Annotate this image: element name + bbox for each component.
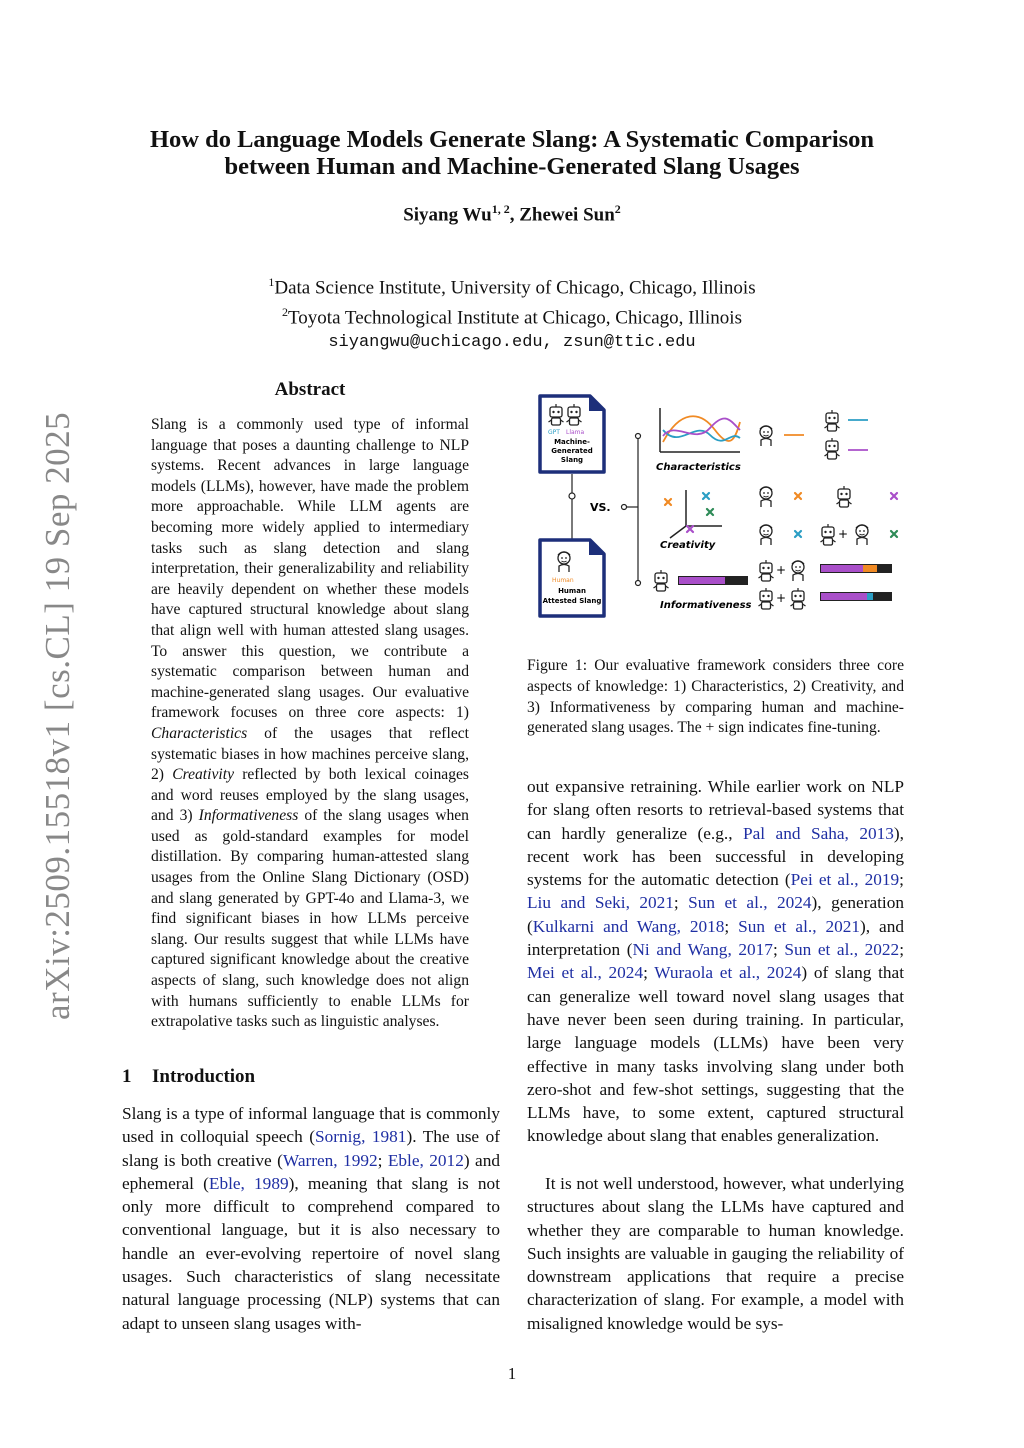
- title-line-2: between Human and Machine-Generated Slang Usages: [224, 153, 800, 180]
- robot-icon: [837, 486, 852, 507]
- affiliation-line: [100, 270, 924, 300]
- human-icon: [856, 525, 868, 545]
- gpt-curve: [663, 430, 740, 441]
- characteristics-label: Characteristics: [656, 462, 741, 473]
- creativity-plot: [660, 490, 722, 551]
- llama-curve: [663, 418, 740, 436]
- citation-link[interactable]: Sun et al., 2024: [688, 893, 812, 913]
- citation-link[interactable]: Eble, 2012: [387, 1150, 464, 1170]
- author-affiliation-mark: 1, 2: [491, 202, 510, 216]
- abstract-emphasis: Informativeness: [198, 807, 299, 825]
- section-heading-introduction: [122, 1066, 255, 1088]
- plus-sign: +: [776, 563, 787, 577]
- abstract-heading: Abstract: [274, 379, 346, 400]
- affiliation-text: Data Science Institute, University of Chicago, Chicago, Illinois: [274, 277, 756, 299]
- affiliations: [100, 270, 924, 355]
- abstract-span: Slang is a commonly used type of informal language that poses a daunting challenge to NLP systems. Recent advances in large language models (LLMs), however, have made the problem more approachable. While LLM agents are becoming more widely applied to intermediary tasks such as slang detection and slang interpretation, their generalizability and reliability are heavily dependent on whether these models have captured structural knowledge about slang that align well with human attested slang usages. To answer this question, we contribute a systematic comparison between human and machine-generated slang usages. Our evaluative framework focuses on three core aspects: 1): [151, 416, 469, 722]
- robot-icon: [825, 438, 840, 459]
- citation-link[interactable]: Ni and Wang, 2017: [632, 940, 773, 960]
- abstract-span: of the usages that reflect systematic biases in how machines perceive slang, 2): [151, 724, 469, 784]
- citation-link[interactable]: Sornig, 1981: [314, 1127, 407, 1147]
- connector-node: [622, 505, 627, 510]
- author-separator: ,: [509, 204, 520, 226]
- human-doc-label: Human: [558, 587, 586, 595]
- affiliation-mark: 2: [282, 305, 289, 320]
- author-affiliation-mark: 2: [614, 202, 621, 216]
- citation-link[interactable]: Sun et al., 2021: [738, 916, 861, 936]
- text-span: ;: [673, 893, 689, 913]
- plus-sign: +: [776, 591, 787, 605]
- text-span: ), meaning that slang is not only more difficult to comprehend compared to conventional language, but it is also necessary to handle an ever-evolving repertoire of novel slang usages. Such characteristics of slang necessitate natural language processing (NLP) systems that can adapt to unseen slang usages with-: [122, 1173, 500, 1333]
- bar-fill: [867, 593, 873, 600]
- robot-icon: [759, 560, 774, 581]
- bar-fill: [863, 565, 877, 572]
- abstract-span: of the slang usages when used as gold-standard examples for model distillation. By comparing human-attested slang usages from the Online Slang Dictionary (OSD) and slang generated by GPT-4o and Llama-3, we find significant biases in how LLMs perceive slang. Our results suggest that while LLMs have captured significant knowledge about the creative aspects of slang, such knowledge does not align with humans sufficiently to enable LLMs for extrapolative tasks such as linguistic analyses.: [151, 807, 469, 1031]
- llama-legend-point: [891, 493, 897, 499]
- human-icon: [760, 487, 772, 507]
- text-span: out expansive retraining. While earlier work on NLP for slang often resorts to retrieval-based systems that can hardly generalize (e.g.,: [527, 777, 904, 843]
- robot-icon: [821, 524, 836, 545]
- affiliation-line: [100, 300, 924, 330]
- abstract-span: reflected by both lexical coinages and word reuses employed by the slang usages, and 3): [151, 766, 469, 825]
- author-list: [100, 202, 924, 226]
- bracket-node: [636, 581, 641, 586]
- title-line-1: How do Language Models Generate Slang: A Systematic Comparison: [149, 126, 875, 153]
- human-icon: [760, 525, 772, 545]
- bar-fill: [821, 565, 863, 572]
- author-name: Zhewei Sun: [519, 204, 615, 226]
- abstract-text: [151, 415, 469, 1033]
- arxiv-identifier: arXiv:2509.15518v1 [cs.CL] 19 Sep 2025: [38, 411, 77, 1020]
- section-title: Introduction: [152, 1066, 256, 1087]
- gpt-point: [703, 493, 709, 499]
- machine-doc-label: Slang: [560, 456, 584, 464]
- citation-link[interactable]: Warren, 1992: [282, 1150, 378, 1170]
- introduction-paragraph: [122, 1102, 500, 1335]
- human-point: [665, 499, 671, 505]
- connector-node: [569, 493, 575, 499]
- machine-doc-label: Machine-: [554, 438, 590, 446]
- human-tag: Human: [552, 577, 574, 584]
- finetuned-legend-point: [891, 531, 897, 537]
- informativeness-label: Informativeness: [660, 600, 752, 611]
- figure-caption: Figure 1: Our evaluative framework considers three core aspects of knowledge: 1) Characteristics, 2) Creativity, and 3) Informativeness by comparing human and machine-generated slang usages. The + sign indicates fine-tuning.: [527, 657, 904, 737]
- robot-icon: [759, 588, 774, 609]
- bar-fill: [821, 593, 867, 600]
- finetuned-point: [707, 509, 713, 515]
- text-span: ), recent work has been successful in developing systems for the automatic detection (: [527, 823, 904, 890]
- text-span: ) of slang that can generalize well toward novel slang usages that have never been seen during training. In particular, large language models (LLMs) have been very effective in many tasks involving slang under both zero-shot and few-shot settings, suggesting that the LLMs have, to some extent, captured structural knowledge about slang that enables generalization.: [527, 963, 905, 1146]
- robot-icon: [791, 588, 806, 609]
- text-span: ;: [899, 940, 904, 960]
- text-span: ). The use of slang is both creative (: [122, 1127, 500, 1170]
- citation-link[interactable]: Pal and Saha, 2013: [743, 823, 894, 843]
- characteristics-plot: [656, 408, 741, 473]
- human-legend-point: [795, 493, 801, 499]
- robot-icon: [654, 570, 669, 591]
- human-icon: [792, 561, 804, 581]
- text-span: ;: [899, 870, 904, 890]
- bar-fill: [679, 577, 725, 584]
- machine-generated-document: [540, 396, 604, 472]
- plus-sign: +: [838, 527, 849, 541]
- text-span: ) and ephemeral (: [122, 1150, 500, 1193]
- text-span: ;: [724, 916, 739, 936]
- section-number: 1: [122, 1066, 132, 1087]
- abstract-emphasis: Creativity: [172, 766, 234, 784]
- citation-link[interactable]: Eble, 1989: [208, 1173, 289, 1193]
- figure-1: [530, 390, 910, 620]
- text-span: ;: [772, 940, 785, 960]
- citation-link[interactable]: Mei et al., 2024: [527, 963, 644, 983]
- llama-point: [687, 526, 693, 532]
- citation-link[interactable]: Pei et al., 2019: [790, 870, 900, 890]
- robot-icon: [825, 410, 840, 431]
- citation-link[interactable]: Kulkarni and Wang, 2018: [532, 916, 725, 936]
- affiliation-mark: 1: [268, 275, 275, 289]
- body-paragraph: [527, 775, 904, 1148]
- citation-link[interactable]: Sun et al., 2022: [784, 940, 900, 960]
- body-paragraph: It is not well understood, however, what underlying structures about slang the LLMs have captured and whether they are comparable to human knowledge. Such insights are valuable in gauging the reliability of downstream applications that require a precise characterization of slang. For example, a model with misaligned knowledge would be sys-: [527, 1174, 904, 1333]
- citation-link[interactable]: Wuraola et al., 2024: [654, 963, 802, 983]
- machine-doc-label: Generated: [551, 447, 593, 455]
- text-span: Slang is a type of informal language that is commonly used in colloquial speech (: [122, 1104, 500, 1147]
- abstract-emphasis: Characteristics: [151, 724, 248, 742]
- text-span: ;: [643, 963, 655, 983]
- text-span: ), generation (: [527, 893, 904, 936]
- text-span: ), and interpretation (: [527, 916, 904, 960]
- informativeness-plot: [654, 570, 752, 611]
- creativity-label: Creativity: [660, 540, 716, 551]
- affiliation-text: Toyota Technological Institute at Chicago, Chicago, Illinois: [288, 307, 742, 329]
- bracket-node: [636, 434, 641, 439]
- text-span: ;: [377, 1150, 388, 1170]
- author-name: Siyang Wu: [403, 204, 492, 226]
- human-attested-document: [540, 540, 604, 616]
- page-number: 1: [507, 1364, 517, 1383]
- citation-link[interactable]: Liu and Seki, 2021: [527, 893, 674, 913]
- human-icon: [760, 426, 772, 446]
- author-emails: siyangwu@uchicago.edu, zsun@ttic.edu: [328, 332, 696, 352]
- llama-tag: Llama: [566, 429, 585, 436]
- paper-title: [100, 126, 924, 180]
- vs-label: VS.: [590, 501, 611, 514]
- gpt-tag: GPT: [548, 429, 560, 436]
- gpt-legend-point: [795, 531, 801, 537]
- human-doc-label: Attested Slang: [542, 597, 602, 605]
